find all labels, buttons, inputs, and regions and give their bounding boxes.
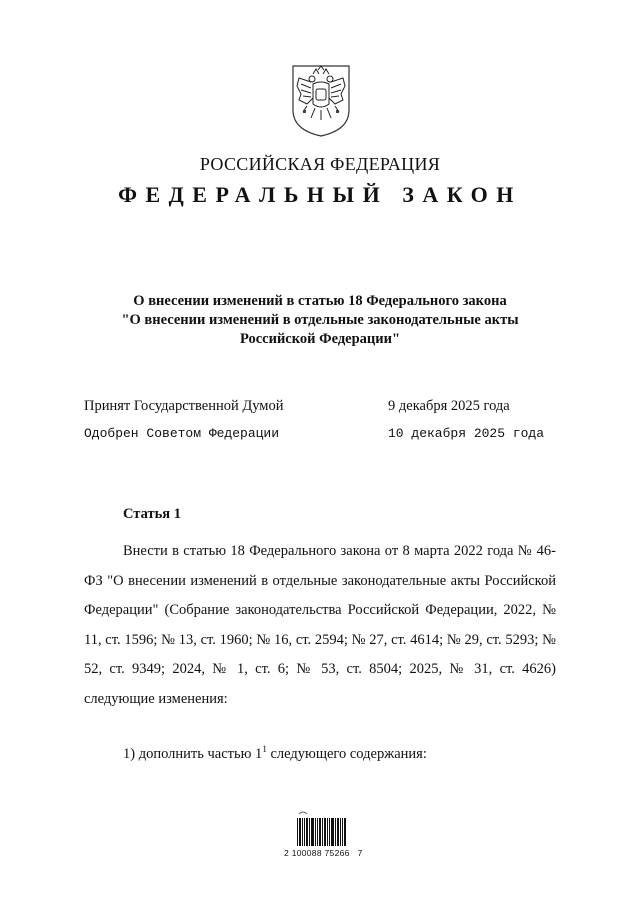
amendment-item-1-superscript: 1 xyxy=(262,744,267,754)
barcode-number: 2 100088 75266 7 xyxy=(284,848,363,858)
barcode-icon xyxy=(297,810,347,850)
duma-adoption-label: Принят Государственной Думой xyxy=(84,398,284,414)
amendment-item-1-prefix: 1) дополнить частью 1 xyxy=(123,746,263,762)
document-type: ФЕДЕРАЛЬНЫЙ ЗАКОН xyxy=(118,182,522,207)
council-approval-label: Одобрен Советом Федерации xyxy=(84,426,280,441)
russian-coat-of-arms-icon xyxy=(289,64,353,138)
council-approval-date: 10 декабря 2025 года xyxy=(388,426,545,441)
duma-adoption-date: 9 декабря 2025 года xyxy=(388,398,510,414)
law-title-line-2: "О внесении изменений в отдельные законодательные акты xyxy=(121,312,519,328)
law-title-line-1: О внесении изменений в статью 18 Федерального закона xyxy=(133,293,507,309)
amendment-item-1 xyxy=(123,744,427,763)
law-title xyxy=(60,292,580,349)
article-body-paragraph: Внести в статью 18 Федерального закона от 8 марта 2022 года № 46-ФЗ "О внесении изменений в отдельные законодательные акты Российской Федерации" (Собрание законодательства Российской Федерации, 2022, № 11, ст. 1596; № 13, ст. 1960; № 16, ст. 2594; № 27, ст. 4614; № 29, ст. 5293; № 52, ст. 9349; 2024, № 1, ст. 6; № 53, ст. 8504; 2025, № 31, ст. 4626) следующие изменения: xyxy=(84,543,556,707)
amendment-item-1-suffix: следующего содержания: xyxy=(266,746,427,762)
law-title-line-3: Российской Федерации" xyxy=(239,331,401,347)
country-name: РОССИЙСКАЯ ФЕДЕРАЦИЯ xyxy=(199,154,441,174)
article-heading: Статья 1 xyxy=(123,506,181,522)
